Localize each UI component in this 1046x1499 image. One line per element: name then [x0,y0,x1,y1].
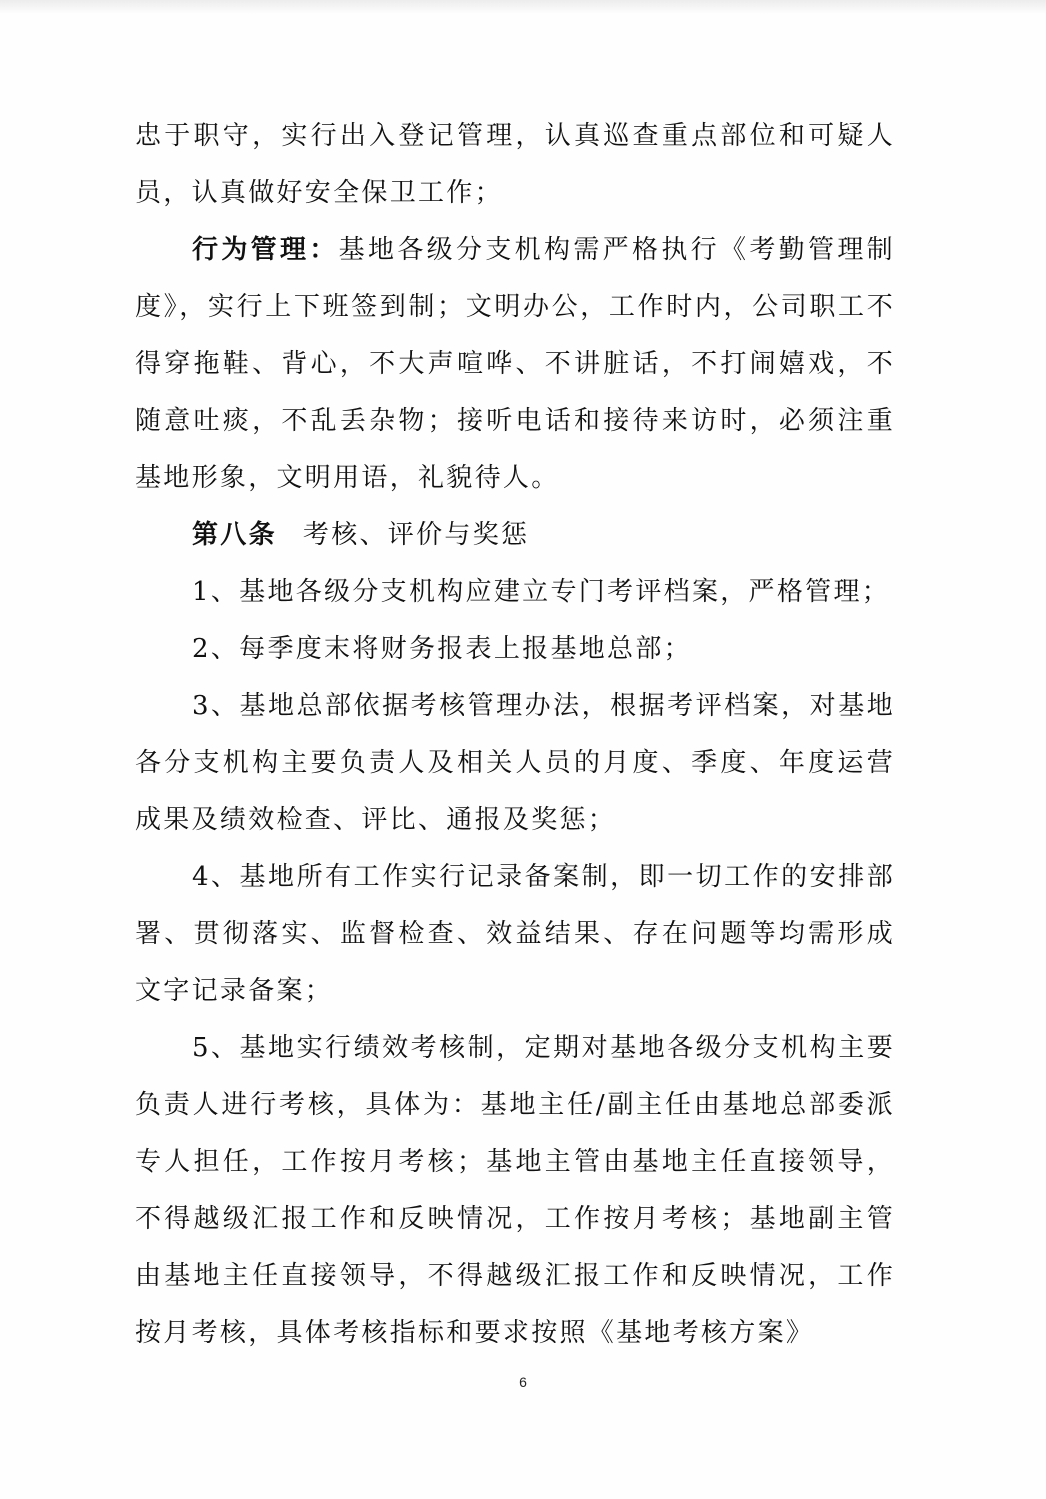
clause-2: 2、每季度末将财务报表上报基地总部； [192,634,692,664]
article-eight-title: 考核、评价与奖惩 [302,520,530,550]
conduct-management-text: 基地各级分支机构需严格执行《考勤管理制度》，实行上下班签到制；文明办公，工作时内，公司职工不得穿拖鞋、背心，不大声喧哗、不讲脏话，不打闹嬉戏，不随意吐痰，不乱丢杂物；接听电话和接待来访时，必须注重基地形象，文明用语，礼貌待人。 [135,235,895,493]
conduct-management-label: 行为管理： [192,235,339,265]
clause-4: 4、基地所有工作实行记录备案制，即一切工作的安排部署、贯彻落实、监督检查、效益结果、存在问题等均需形成文字记录备案； [135,862,895,1006]
document-body [135,108,895,1362]
clause-1: 1、基地各级分支机构应建立专门考评档案，严格管理； [192,577,891,607]
paragraph-conduct-management [135,222,895,507]
article-eight-label: 第八条 [192,520,277,550]
article-eight-heading [135,507,895,564]
clause-3: 3、基地总部依据考核管理办法，根据考评档案，对基地各分支机构主要负责人及相关人员的月度、季度、年度运营成果及绩效检查、评比、通报及奖惩； [135,691,895,835]
clause-5: 5、基地实行绩效考核制，定期对基地各级分支机构主要负责人进行考核，具体为：基地主任/副主任由基地总部委派专人担任，工作按月考核；基地主管由基地主任直接领导，不得越级汇报工作和反映情况，工作按月考核；基地副主管由基地主任直接领导，不得越级汇报工作和反映情况，工作按月考核，具体考核指标和要求按照《基地考核方案》 [135,1033,895,1348]
scan-edge-shadow [0,0,1046,14]
paragraph-security-duty: 忠于职守，实行出入登记管理，认真巡查重点部位和可疑人员，认真做好安全保卫工作； [135,121,895,208]
page-number: 6 [519,1374,527,1390]
